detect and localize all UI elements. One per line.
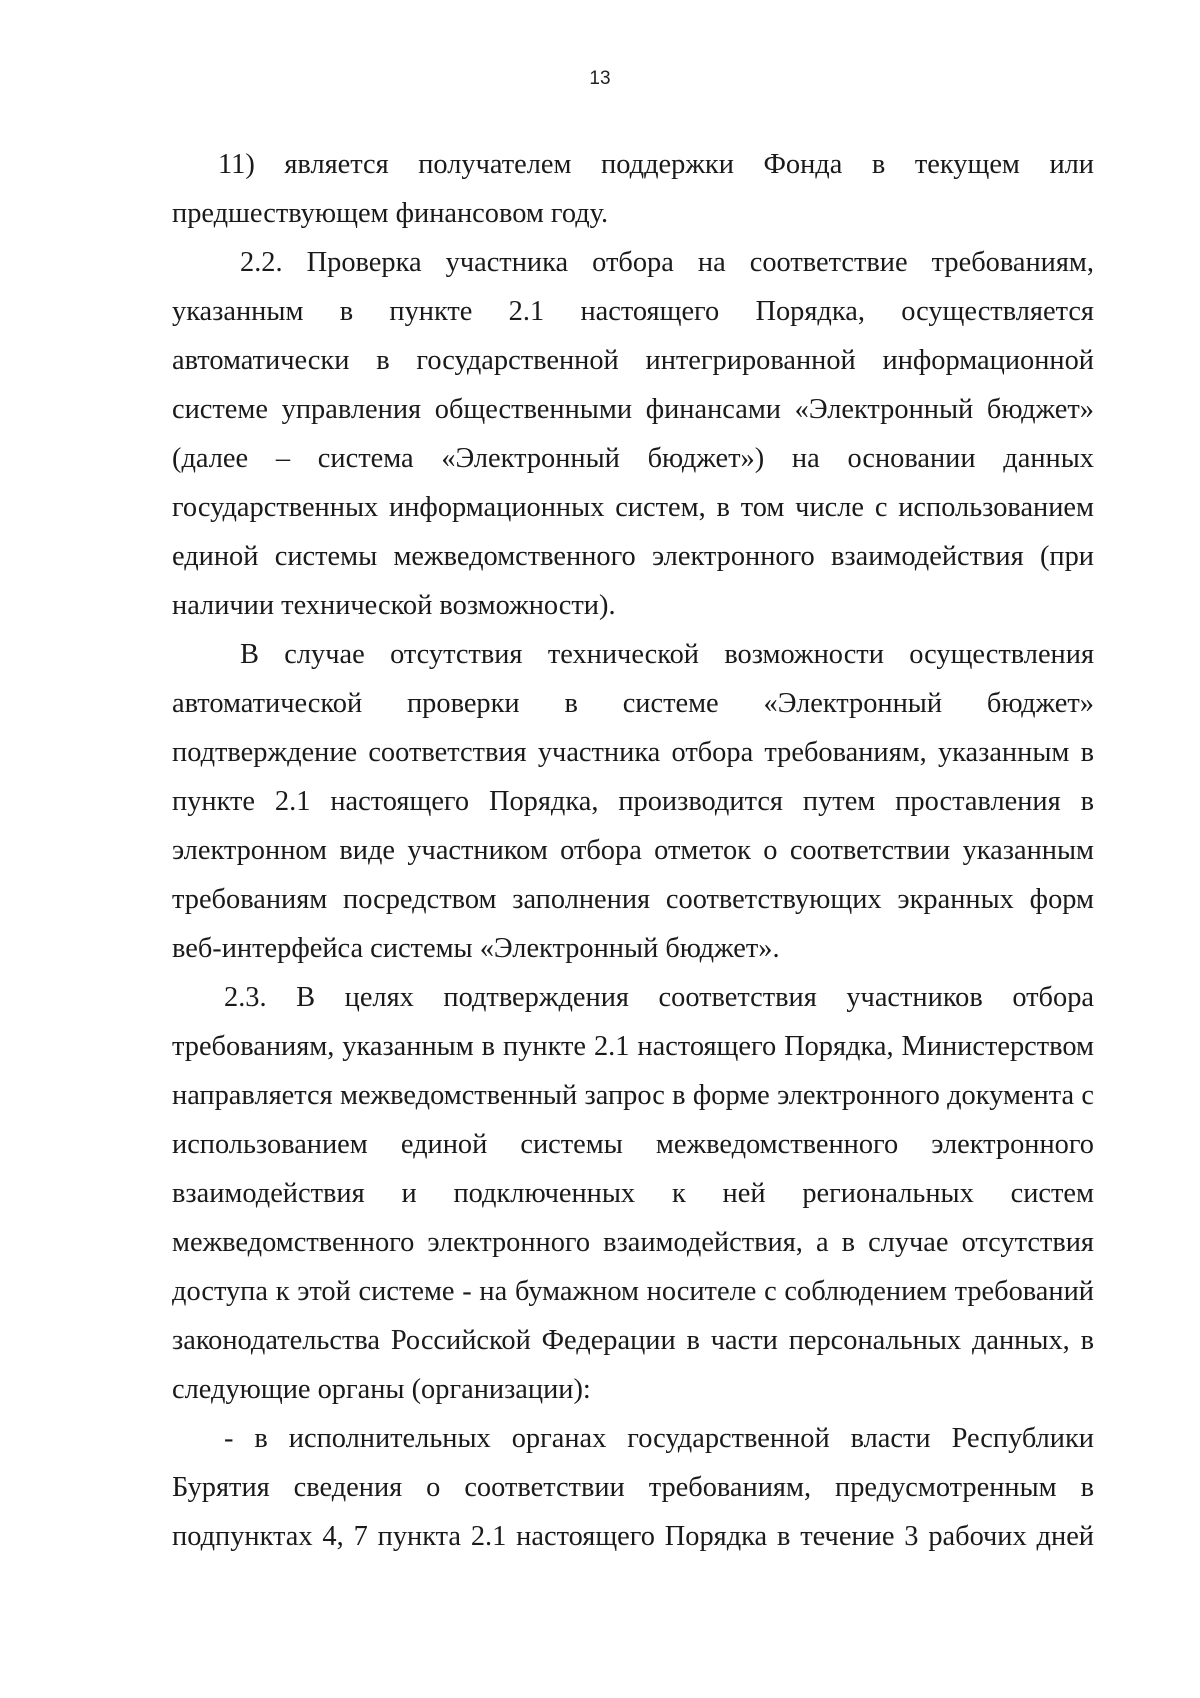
paragraph-2-3: 2.3. В целях подтверждения соответствия участников отбора требованиям, указанным в пункте 2.1 настоящего Порядка, Министерством направляется межведомственный запрос в форме электронного документа с использованием единой системы межведомственного электронного взаимодействия и подключенных к ней региональных систем межведомственного электронного взаимодействия, а в случае отсутствия доступа к этой системе - на бумажном носителе с соблюдением требований законодательства Российской Федерации в части персональных данных, в следующие органы (организации): bbox=[172, 982, 1094, 1405]
page-number: 13 bbox=[589, 68, 611, 89]
paragraph-2-2: 2.2. Проверка участника отбора на соответствие требованиям, указанным в пункте 2.1 настоящего Порядка, осуществляется автоматически в государственной интегрированной информационной системе управления общественными финансами «Электронный бюджет» (далее – система «Электронный бюджет») на основании данных государственных информационных систем, в том числе с использованием единой системы межведомственного электронного взаимодействия (при наличии технической возможности). bbox=[172, 247, 1094, 621]
paragraph-item-11: 11) является получателем поддержки Фонда в текущем или предшествующем финансовом году. bbox=[172, 149, 1094, 229]
paragraph-executive-bodies: - в исполнительных органах государственной власти Республики Бурятия сведения о соответствии требованиям, предусмотренным в подпунктах 4, 7 пункта 2.1 настоящего Порядка в течение 3 рабочих дней bbox=[172, 1423, 1094, 1552]
document-body bbox=[172, 140, 1094, 1561]
paragraph-automatic-check: В случае отсутствия технической возможности осуществления автоматической проверки в системе «Электронный бюджет» подтверждение соответствия участника отбора требованиям, указанным в пункте 2.1 настоящего Порядка, производится путем проставления в электронном виде участником отбора отметок о соответствии указанным требованиям посредством заполнения соответствующих экранных форм веб-интерфейса системы «Электронный бюджет». bbox=[172, 639, 1094, 964]
